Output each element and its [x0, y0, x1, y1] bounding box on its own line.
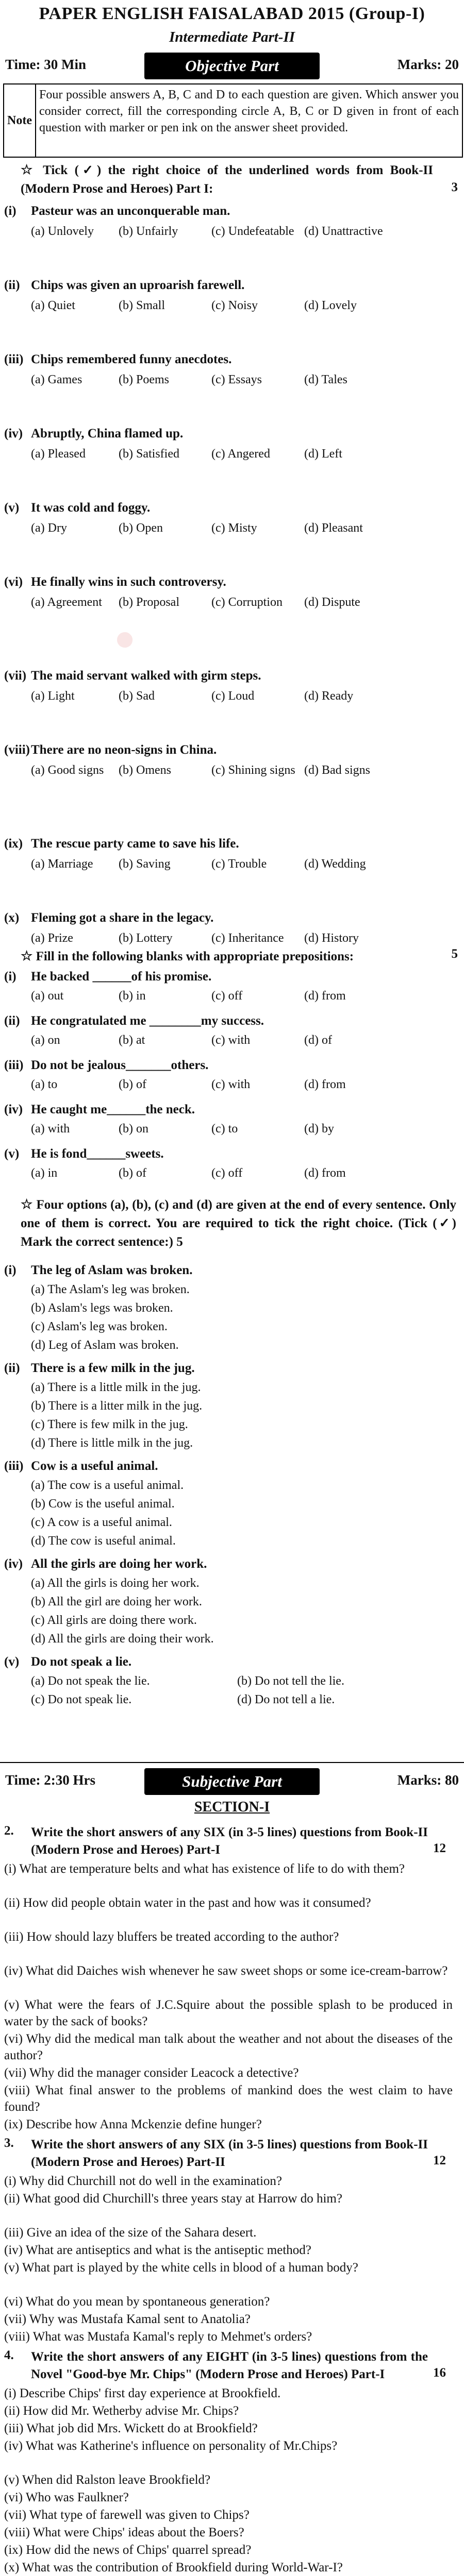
- option: (c) Undefeatable: [211, 225, 294, 238]
- note-text: Four possible answers A, B, C and D to each question are given. Which answer you consider correct, fill the corresponding circle A, B, C or D given in front of each question with marker or pen ink on the answer sheet provided.: [39, 88, 459, 134]
- q3-marks: 5: [176, 1235, 183, 1249]
- question-number: (iii): [4, 1459, 24, 1473]
- option: (d) Unattractive: [304, 225, 383, 238]
- question-number: (iv): [4, 1103, 23, 1116]
- question-number: (ii): [4, 1014, 20, 1028]
- option: (d) Wedding: [304, 857, 366, 871]
- option: (a) Marriage: [31, 857, 93, 871]
- option: (b) Unfairly: [119, 225, 178, 238]
- option: (d) Ready: [304, 689, 354, 703]
- subj-q3-heading: Write the short answers of any SIX (in 3-5 lines) questions from Book-II (Modern Prose and Heroes) Part-II: [31, 2138, 428, 2169]
- option: (b) Sad: [119, 689, 155, 703]
- option: (c) Inheritance: [211, 931, 284, 945]
- option: (d) Leg of Aslam was broken.: [31, 1338, 179, 1352]
- subj-q2-item: (v) What were the fears of J.C.Squire about the possible splash to be produced in water by the sack of books?: [4, 1998, 453, 2028]
- question-text: Abruptly, China flamed up.: [31, 427, 184, 440]
- option: (d) There is little milk in the jug.: [31, 1436, 193, 1450]
- option: (b) Open: [119, 521, 163, 535]
- question-number: (vi): [4, 575, 23, 589]
- subj-q2-heading: Write the short answers of any SIX (in 3-5 lines) questions from Book-II (Modern Prose and Heroes) Part-I: [31, 1825, 428, 1857]
- question-number: (i): [4, 970, 16, 984]
- option: (a) Prize: [31, 931, 73, 945]
- question-number: (ii): [4, 1361, 20, 1375]
- option: (d) The cow is useful animal.: [31, 1534, 176, 1548]
- subj-q2-marks: 12: [433, 1841, 446, 1855]
- subj-q3-item: (ii) What good did Churchill's three years stay at Harrow do him?: [4, 2192, 342, 2206]
- question-number: (i): [4, 204, 16, 218]
- question-text: There is a few milk in the jug.: [31, 1361, 195, 1375]
- option: (d) Do not tell a lie.: [237, 1693, 335, 1706]
- question-number: (vii): [4, 669, 27, 683]
- option: (a) There is a little milk in the jug.: [31, 1381, 201, 1394]
- option: (c) with: [211, 1078, 251, 1091]
- question-number: (iv): [4, 427, 23, 440]
- option: (d) Bad signs: [304, 764, 370, 777]
- subj-q2-item: (iv) What did Daiches wish whenever he saw sweet shops or some ice-cream-barrow?: [4, 1964, 448, 1978]
- question-text: He backed ______of his promise.: [31, 970, 212, 984]
- option: (b) Satisfied: [119, 447, 179, 461]
- option: (c) Trouble: [211, 857, 267, 871]
- subj-q4-item: (iv) What was Katherine's influence on personality of Mr.Chips?: [4, 2439, 338, 2453]
- subj-q2-item: (viii) What final answer to the problems of mankind does the west claim to have found?: [4, 2083, 453, 2114]
- question-text: Cow is a useful animal.: [31, 1459, 158, 1473]
- question-number: (ii): [4, 278, 20, 292]
- subj-q2-item: (vii) Why did the manager consider Leacock a detective?: [4, 2066, 299, 2080]
- option: (c) Essays: [211, 373, 262, 386]
- subj-q4-heading: Write the short answers of any EIGHT (in 3-5 lines) questions from the Novel "Good-bye Mr. Chips" (Modern Prose and Heroes) Part-I: [31, 2350, 428, 2381]
- subj-q4-item: (vi) Who was Faulkner?: [4, 2490, 129, 2504]
- option: (a) Do not speak the lie.: [31, 1674, 150, 1688]
- subjective-time: Time: 2:30 Hrs: [5, 1772, 95, 1788]
- option: (d) by: [304, 1122, 334, 1136]
- question-number: (i): [4, 1263, 16, 1277]
- subj-q4-item: (iii) What job did Mrs. Wickett do at Brookfield?: [4, 2421, 258, 2435]
- option: (a) Games: [31, 373, 82, 386]
- question-text: It was cold and foggy.: [31, 501, 151, 515]
- option: (b) of: [119, 1166, 146, 1180]
- note-box: [3, 83, 463, 158]
- option: (b) All the girl are doing her work.: [31, 1595, 202, 1608]
- option: (b) Small: [119, 299, 165, 312]
- question-text: The rescue party came to save his life.: [31, 837, 239, 851]
- option: (d) Left: [304, 447, 342, 461]
- subj-q4-item: (v) When did Ralston leave Brookfield?: [4, 2473, 211, 2487]
- question-number: (x): [4, 911, 20, 925]
- option: (a) All the girls is doing her work.: [31, 1577, 200, 1590]
- option: (c) Loud: [211, 689, 255, 703]
- option: (d) from: [304, 1166, 346, 1180]
- option: (c) A cow is a useful animal.: [31, 1516, 172, 1529]
- question-number: (viii): [4, 743, 30, 757]
- option: (a) The Aslam's leg was broken.: [31, 1283, 190, 1296]
- option: (d) History: [304, 931, 359, 945]
- objective-marks: Marks: 20: [397, 57, 459, 72]
- option: (c) Aslam's leg was broken.: [31, 1320, 168, 1333]
- question-text: All the girls are doing her work.: [31, 1557, 207, 1571]
- option: (b) Proposal: [119, 596, 179, 609]
- question-text: He congratulated me ________my success.: [31, 1014, 264, 1028]
- option: (c) All girls are doing there work.: [31, 1614, 197, 1627]
- option: (b) Cow is the useful animal.: [31, 1497, 175, 1511]
- subj-q4-item: (i) Describe Chips' first day experience at Brookfield.: [4, 2386, 281, 2400]
- option: (a) The cow is a useful animal.: [31, 1479, 184, 1492]
- q2-heading: ☆ Fill in the following blanks with appropriate prepositions:: [21, 948, 354, 963]
- question-text: The maid servant walked with girm steps.: [31, 669, 261, 683]
- objective-time: Time: 30 Min: [5, 57, 86, 72]
- option: (d) Tales: [304, 373, 347, 386]
- subj-q2-item: (i) What are temperature belts and what has existence of life to do with them?: [4, 1862, 405, 1876]
- option: (b) There is a litter milk in the jug.: [31, 1399, 203, 1413]
- option: (d) of: [304, 1033, 332, 1047]
- option: (d) from: [304, 1078, 346, 1091]
- q3-heading: ☆ Four options (a), (b), (c) and (d) are given at the end of every sentence. Only one of them is correct. You are required to tick the right choice. (Tick (✓) Mark the correct sentence:) 5: [21, 1197, 457, 1249]
- note-label: Note: [4, 84, 36, 157]
- subjective-banner: Subjective Part: [144, 1768, 320, 1795]
- paper-title: PAPER ENGLISH FAISALABAD 2015 (Group-I): [39, 4, 425, 23]
- subj-q3-marks: 12: [433, 2154, 446, 2167]
- subj-q2-item: (ii) How did people obtain water in the past and how was it consumed?: [4, 1896, 371, 1910]
- question-text: Do not speak a lie.: [31, 1655, 132, 1669]
- option: (b) Poems: [119, 373, 169, 386]
- option: (a) Light: [31, 689, 75, 703]
- subj-q4-item: (ii) How did Mr. Wetherby advise Mr. Chips?: [4, 2404, 239, 2418]
- option: (b) at: [119, 1033, 145, 1047]
- option: (c) Do not speak lie.: [31, 1693, 132, 1706]
- divider: [0, 1762, 464, 1763]
- option: (a) Unlovely: [31, 225, 94, 238]
- option: (a) Dry: [31, 521, 67, 535]
- question-text: Fleming got a share in the legacy.: [31, 911, 214, 925]
- question-number: 2.: [4, 1824, 14, 1838]
- subj-q4-marks: 16: [433, 2366, 446, 2380]
- subj-q4-item: (x) What was the contribution of Brookfield during World-War-I?: [4, 2561, 343, 2574]
- subj-q4-item: (viii) What were Chips' ideas about the Boers?: [4, 2526, 244, 2539]
- subjective-header: [0, 1766, 464, 1797]
- question-text: Do not be jealous_______others.: [31, 1058, 209, 1072]
- question-number: (iv): [4, 1557, 23, 1571]
- question-text: He caught me______the neck.: [31, 1103, 195, 1116]
- option: (c) with: [211, 1033, 251, 1047]
- subj-q2-item: (ix) Describe how Anna Mckenzie define hunger?: [4, 2117, 262, 2131]
- subj-q3-item: (iv) What are antiseptics and what is the antiseptic method?: [4, 2243, 311, 2257]
- question-text: Chips was given an uproarish farewell.: [31, 278, 245, 292]
- objective-header: [0, 50, 464, 81]
- option: (b) Aslam's legs was broken.: [31, 1301, 173, 1315]
- option: (d) Dispute: [304, 596, 360, 609]
- option: (c) Shining signs: [211, 764, 295, 777]
- star-icon: ☆: [21, 1197, 33, 1212]
- subjective-marks: Marks: 80: [397, 1772, 459, 1788]
- option: (a) on: [31, 1033, 60, 1047]
- q1-marks: 3: [451, 180, 458, 194]
- option: (c) Noisy: [211, 299, 258, 312]
- option: (c) There is few milk in the jug.: [31, 1418, 188, 1431]
- watermark: ●: [106, 616, 143, 662]
- option: (b) Lottery: [119, 931, 173, 945]
- option: (a) Good signs: [31, 764, 104, 777]
- q2-marks: 5: [451, 947, 458, 961]
- option: (a) with: [31, 1122, 70, 1136]
- question-number: (ix): [4, 837, 23, 851]
- question-text: He finally wins in such controversy.: [31, 575, 226, 589]
- question-number: (iii): [4, 352, 24, 366]
- question-number: (v): [4, 501, 20, 515]
- option: (d) Lovely: [304, 299, 357, 312]
- option: (d) from: [304, 989, 346, 1003]
- option: (a) Quiet: [31, 299, 75, 312]
- subj-q3-item: (iii) Give an idea of the size of the Sahara desert.: [4, 2226, 257, 2240]
- section-1-heading: SECTION-I: [194, 1799, 270, 1815]
- question-number: (v): [4, 1147, 20, 1161]
- subj-q3-item: (viii) What was Mustafa Kamal's reply to Mehmet's orders?: [4, 2330, 312, 2344]
- option: (c) off: [211, 989, 243, 1003]
- question-text: The leg of Aslam was broken.: [31, 1263, 193, 1277]
- subj-q3-item: (vii) Why was Mustafa Kamal sent to Anatolia?: [4, 2312, 251, 2326]
- question-text: He is fond______sweets.: [31, 1147, 164, 1161]
- paper-subtitle: Intermediate Part-II: [169, 29, 295, 45]
- question-number: (v): [4, 1655, 20, 1669]
- option: (c) to: [211, 1122, 238, 1136]
- question-text: Pasteur was an unconquerable man.: [31, 204, 230, 218]
- objective-banner: Objective Part: [144, 53, 320, 79]
- option: (a) to: [31, 1078, 58, 1091]
- question-number: (iii): [4, 1058, 24, 1072]
- question-number: 4.: [4, 2348, 14, 2362]
- option: (b) in: [119, 989, 146, 1003]
- question-text: Chips remembered funny anecdotes.: [31, 352, 232, 366]
- option: (c) Misty: [211, 521, 257, 535]
- option: (a) Agreement: [31, 596, 102, 609]
- option: (d) Pleasant: [304, 521, 363, 535]
- option: (c) Corruption: [211, 596, 283, 609]
- subj-q3-item: (vi) What do you mean by spontaneous generation?: [4, 2295, 270, 2309]
- subj-q4-item: (vii) What type of farewell was given to Chips?: [4, 2508, 250, 2522]
- subj-q4-item: (ix) How did the news of Chips' quarrel spread?: [4, 2543, 252, 2557]
- star-icon: ☆: [21, 948, 33, 963]
- option: (c) off: [211, 1166, 243, 1180]
- option: (b) Do not tell the lie.: [237, 1674, 344, 1688]
- option: (a) Pleased: [31, 447, 86, 461]
- question-number: 3.: [4, 2136, 14, 2150]
- question-text: There are no neon-signs in China.: [31, 743, 217, 757]
- option: (b) of: [119, 1078, 146, 1091]
- subj-q3-item: (v) What part is played by the white cells in blood of a human body?: [4, 2261, 358, 2275]
- option: (d) All the girls are doing their work.: [31, 1632, 214, 1646]
- option: (a) in: [31, 1166, 58, 1180]
- option: (b) on: [119, 1122, 148, 1136]
- option: (a) out: [31, 989, 64, 1003]
- subj-q2-item: (vi) Why did the medical man talk about the weather and not about the diseases of the author?: [4, 2032, 453, 2062]
- subj-q2-item: (iii) How should lazy bluffers be treated according to the author?: [4, 1930, 339, 1944]
- star-icon: ☆: [21, 162, 37, 177]
- q1-heading: ☆ Tick (✓) the right choice of the underlined words from Book-II (Modern Prose and Heroes) Part I:: [21, 162, 433, 196]
- subj-q3-item: (i) Why did Churchill not do well in the examination?: [4, 2174, 283, 2188]
- option: (b) Saving: [119, 857, 171, 871]
- option: (b) Omens: [119, 764, 171, 777]
- option: (c) Angered: [211, 447, 270, 461]
